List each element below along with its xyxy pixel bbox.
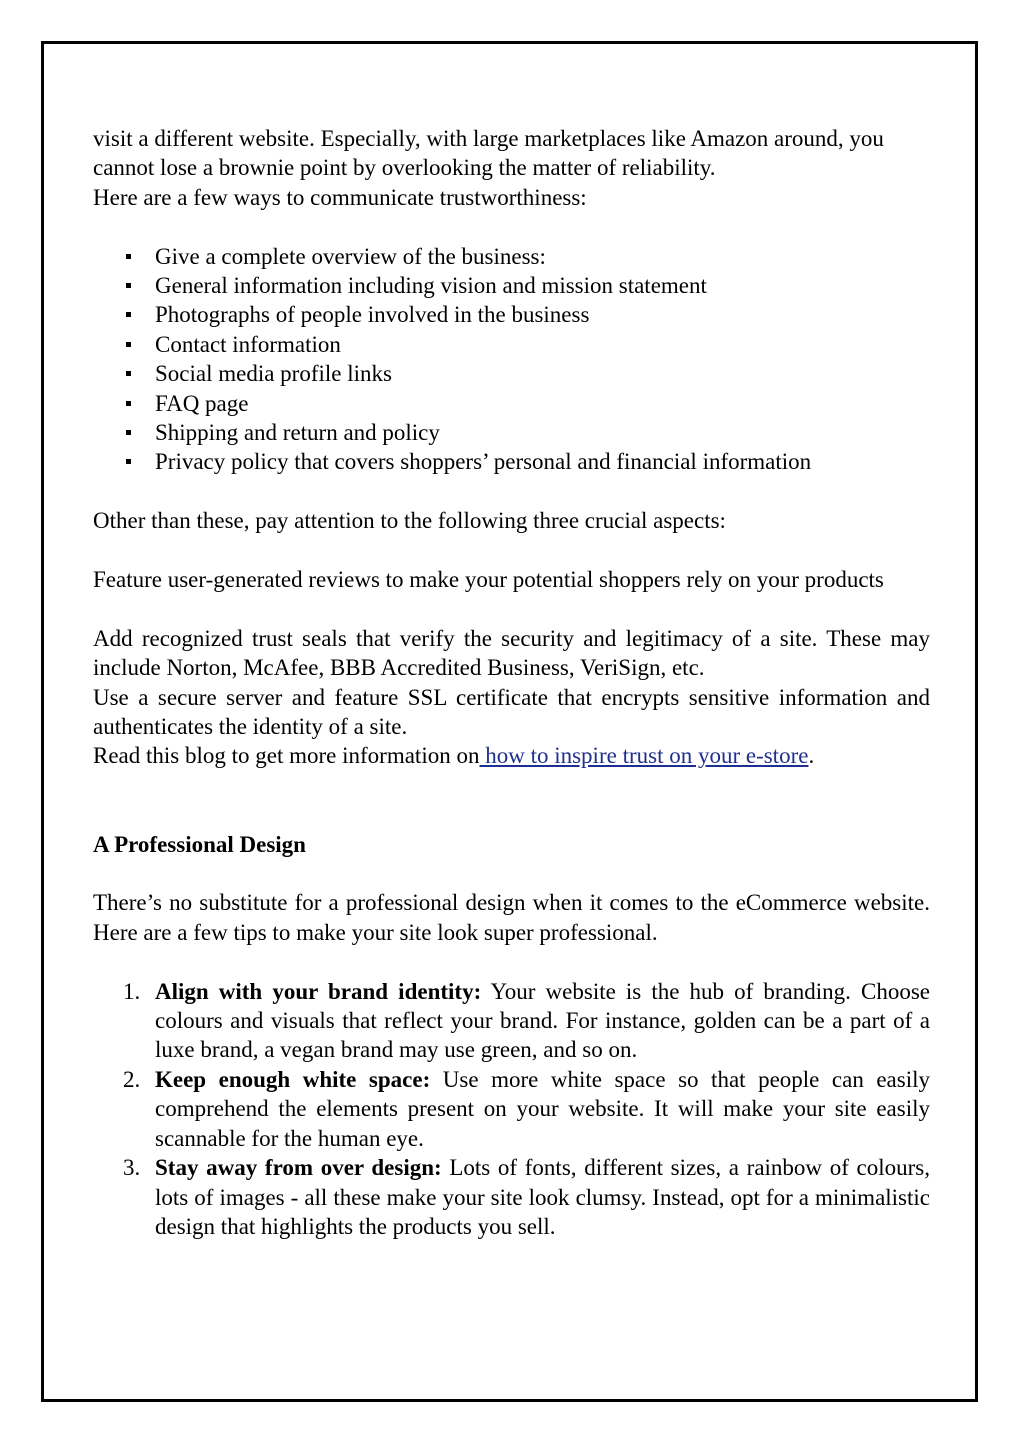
bullet-icon [126,342,131,347]
tip-title: Align with your brand identity: [155,978,482,1004]
list-number: 2. [123,1066,141,1092]
list-item [93,977,930,1065]
reviews-paragraph: Feature user-generated reviews to make your potential shoppers rely on your products [93,567,884,593]
tip-text: Lots of fonts, different sizes, a rainbow of colours, lots of images - all these make your site look clumsy. Instead, opt for a minimalistic design that highlights the products you sell. [155,1155,930,1239]
list-item: Shipping and return and policy [93,418,930,447]
list-item: FAQ page [93,389,930,418]
tip-title: Stay away from over design: [155,1155,442,1181]
bullet-icon [126,430,131,435]
list-number: 1. [123,978,141,1004]
spacer [93,477,930,506]
list-item [93,1153,930,1241]
list-item: Privacy policy that covers shoppers’ personal and financial information [93,447,930,476]
bullet-icon [126,459,131,464]
read-more-paragraph: Read this blog to get more information on how to inspire trust on your e-store. [93,743,815,769]
tip-text: Use more white space so that people can easily comprehend the elements present on your website. It will make your site easily scannable for the human eye. [155,1066,930,1151]
list-item: Social media profile links [93,359,930,388]
bullet-icon [126,371,131,376]
spacer [93,947,930,976]
trust-list [93,242,930,477]
bullet-icon [126,254,131,259]
bullet-icon [126,283,131,288]
trust-seals-paragraph: Add recognized trust seals that verify the security and legitimacy of a site. These may include Norton, McAfee, BBB Accredited Business, VeriSign, etc. [93,625,930,681]
list-item: General information including vision and mission statement [93,271,930,300]
section-intro: There’s no substitute for a professional design when it comes to the eCommerce website. Here are a few tips to make your site look super professional. [93,890,930,945]
list-item: Photographs of people involved in the business [93,300,930,329]
section-heading: A Professional Design [93,831,306,857]
spacer [93,212,930,241]
intro-lead-in: Here are a few ways to communicate trustworthiness: [93,184,587,210]
ssl-paragraph: Use a secure server and feature SSL certificate that encrypts sensitive information and authenticates the identity of a site. [93,684,930,740]
inspire-trust-link[interactable]: how to inspire trust on your e-store [479,743,809,769]
bullet-icon [126,312,131,317]
aspects-intro: Other than these, pay attention to the following three crucial aspects: [93,508,726,534]
spacer [93,859,930,888]
spacer [93,594,930,623]
tip-title: Keep enough white space: [155,1066,431,1092]
tip-text: Your website is the hub of branding. Choose colours and visuals that reflect your brand. For instance, golden can be a part of a luxe brand, a vegan brand may use green, and so on. [155,978,930,1063]
spacer [93,536,930,565]
list-item: Contact information [93,330,930,359]
spacer [93,771,930,830]
intro-paragraph: visit a different website. Especially, with large marketplaces like Amazon around, you cannot lose a brownie point by overlooking the matter of reliability. [93,126,884,181]
list-item [93,1065,930,1153]
list-item: Give a complete overview of the business: [93,242,930,271]
design-tips-list [93,977,930,1242]
list-number: 3. [123,1155,141,1181]
document-body [93,124,930,1241]
bullet-icon [126,401,131,406]
